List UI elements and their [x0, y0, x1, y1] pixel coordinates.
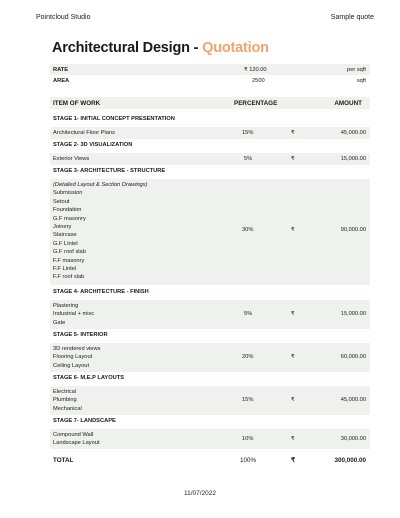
studio-name: Pointcloud Studio: [36, 14, 91, 21]
list-item: G.F Lintel: [53, 240, 78, 247]
list-item: Electrical: [53, 389, 77, 395]
rate-label: RATE: [53, 67, 69, 73]
title-main: Architectural Design -: [52, 40, 203, 56]
table-header: [50, 97, 370, 109]
stage-4-title: STAGE 4- ARCHITECTURE - FINISH: [53, 289, 149, 295]
stage-4-row: [50, 300, 370, 329]
page-title: [52, 40, 269, 56]
rate-value: ₹ 120.00: [244, 67, 267, 73]
list-item: Foundation: [53, 207, 82, 214]
quotation-table: [50, 97, 370, 467]
list-item: Compound Wall: [53, 432, 94, 438]
stage-3-note: (Detailed Layout & Section Drawings): [53, 182, 148, 188]
list-item: Industrial + misc: [53, 311, 95, 318]
rupee-icon: ₹: [291, 354, 295, 360]
document-type: Sample quote: [330, 14, 374, 21]
column-item: ITEM OF WORK: [53, 100, 101, 107]
footer-date: 11/07/2022: [183, 490, 217, 497]
stage-6-title: STAGE 6- M.E.P LAYOUTS: [53, 375, 124, 381]
list-item: Plastering: [53, 303, 79, 309]
stage-3-title: STAGE 3- ARCHITECTURE - STRUCTURE: [53, 168, 166, 174]
stage-7-items: [53, 431, 100, 448]
rupee-icon: ₹: [291, 397, 295, 403]
stage-4-amount: 15,000.00: [340, 311, 366, 317]
stage-3-row: [50, 179, 370, 285]
list-item: Plumbing: [53, 397, 77, 404]
stage-5-amount: 60,000.00: [340, 354, 366, 360]
stage-5-title: STAGE 5- INTERIOR: [53, 332, 108, 338]
list-item: F.F Lintel: [53, 266, 77, 273]
column-percentage: PERCENTAGE: [234, 100, 278, 107]
area-row: [50, 75, 370, 87]
list-item: Gate: [53, 319, 66, 326]
list-item: Ceiling Layout: [53, 362, 90, 369]
list-item: F.F roof slab: [53, 274, 85, 281]
stage-2-title: STAGE 2- 3D VISUALIZATION: [53, 142, 133, 148]
stage-7-title: STAGE 7- LANDSCAPE: [53, 418, 116, 424]
total-percentage: 100%: [240, 457, 257, 464]
stage-2-amount: 15,000.00: [340, 156, 366, 162]
stage-1-percentage: 15%: [242, 130, 254, 136]
stage-5-row: [50, 343, 370, 372]
rupee-icon: ₹: [291, 130, 295, 136]
stage-6-amount: 45,000.00: [340, 397, 366, 403]
list-item: Landscape Layout: [53, 440, 100, 447]
rupee-icon: ₹: [291, 436, 295, 442]
rate-row: [50, 64, 370, 75]
stage-4-percentage: 5%: [244, 311, 253, 317]
stage-2-percentage: 5%: [244, 156, 253, 162]
stage-1-item: Architectural Floor Plans: [53, 130, 115, 136]
stage-7-amount: 30,000.00: [340, 436, 366, 442]
total-row: [50, 451, 370, 467]
total-amount: 300,000.00: [334, 457, 366, 464]
stage-2-row: [50, 153, 370, 165]
list-item: Setout: [53, 198, 70, 205]
stage-2-item: Exterior Views: [53, 156, 90, 162]
rupee-icon: ₹: [291, 457, 296, 464]
list-item: Submission: [53, 190, 83, 197]
list-item: 3D rendered views: [53, 346, 101, 352]
stage-3-percentage: 30%: [242, 227, 254, 233]
rate-area-table: [50, 64, 370, 87]
stage-1-row: [50, 127, 370, 139]
stage-7-row: [50, 429, 370, 449]
stage-6-row: [50, 386, 370, 415]
list-item: Staircase: [53, 232, 77, 239]
rupee-icon: ₹: [291, 311, 295, 317]
stage-3-amount: 90,000.00: [340, 227, 366, 233]
stage-7-percentage: 10%: [242, 436, 254, 442]
stage-5-items: [53, 345, 100, 370]
list-item: Joinery: [53, 224, 72, 231]
stage-3-items: [53, 181, 148, 282]
rupee-icon: ₹: [291, 227, 295, 233]
area-unit: sqft: [356, 78, 366, 84]
stage-6-percentage: 15%: [242, 397, 254, 403]
stage-5-percentage: 20%: [242, 354, 254, 360]
stage-6-items: [53, 388, 82, 413]
stage-1-amount: 45,000.00: [340, 130, 366, 136]
rate-unit: per sqft: [347, 67, 366, 73]
area-label: AREA: [53, 78, 70, 84]
column-amount: AMOUNT: [334, 100, 362, 107]
area-value: 2500: [252, 78, 265, 84]
list-item: Mechanical: [53, 405, 82, 412]
list-item: Flooring Layout: [53, 354, 93, 361]
rupee-icon: ₹: [291, 156, 295, 162]
list-item: G.F masonry: [53, 215, 86, 222]
stage-1-title: STAGE 1- INITIAL CONCEPT PRESENTATION: [53, 116, 175, 122]
list-item: F.F masonry: [53, 257, 85, 264]
stage-4-items: [53, 302, 94, 327]
list-item: G.F roof slab: [53, 249, 86, 256]
title-accent: Quotation: [202, 40, 269, 56]
total-label: TOTAL: [53, 457, 74, 464]
